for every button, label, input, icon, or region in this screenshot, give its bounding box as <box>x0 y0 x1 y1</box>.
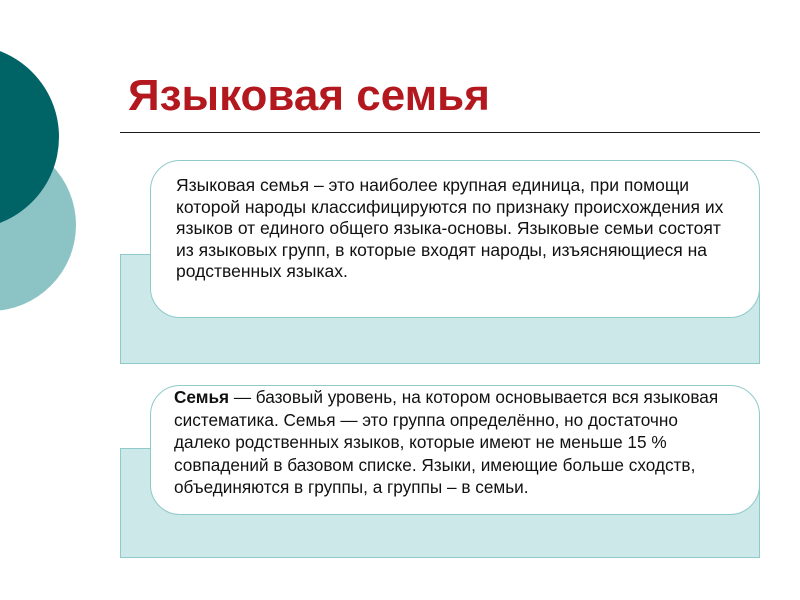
definition-box-1 <box>150 160 760 318</box>
definition-text-2 <box>174 386 735 499</box>
slide-title: Языковая семья <box>128 71 490 120</box>
definition-box-2 <box>150 385 760 515</box>
definition-text-1: Языковая семья – это наиболее крупная единица, при помощи которой народы классифицируются по признаку происхождения их языков от единого общего языка-основы. Языковые семьи состоят из языковых групп, в которые входят народы, изъясняющиеся на родственных языках. <box>176 175 724 281</box>
definition-text-2-body: — базовый уровень, на котором основывается вся языковая систематика. Семья — это группа определённо, но достаточно далеко родственных языков, которые имеют не меньше 15 % совпадений в базовом списке. Языки, имеющие больше сходств, объединяются в группы, а группы – в семьи. <box>174 387 719 497</box>
term-family: Семья <box>174 387 230 407</box>
title-underline <box>120 132 760 133</box>
